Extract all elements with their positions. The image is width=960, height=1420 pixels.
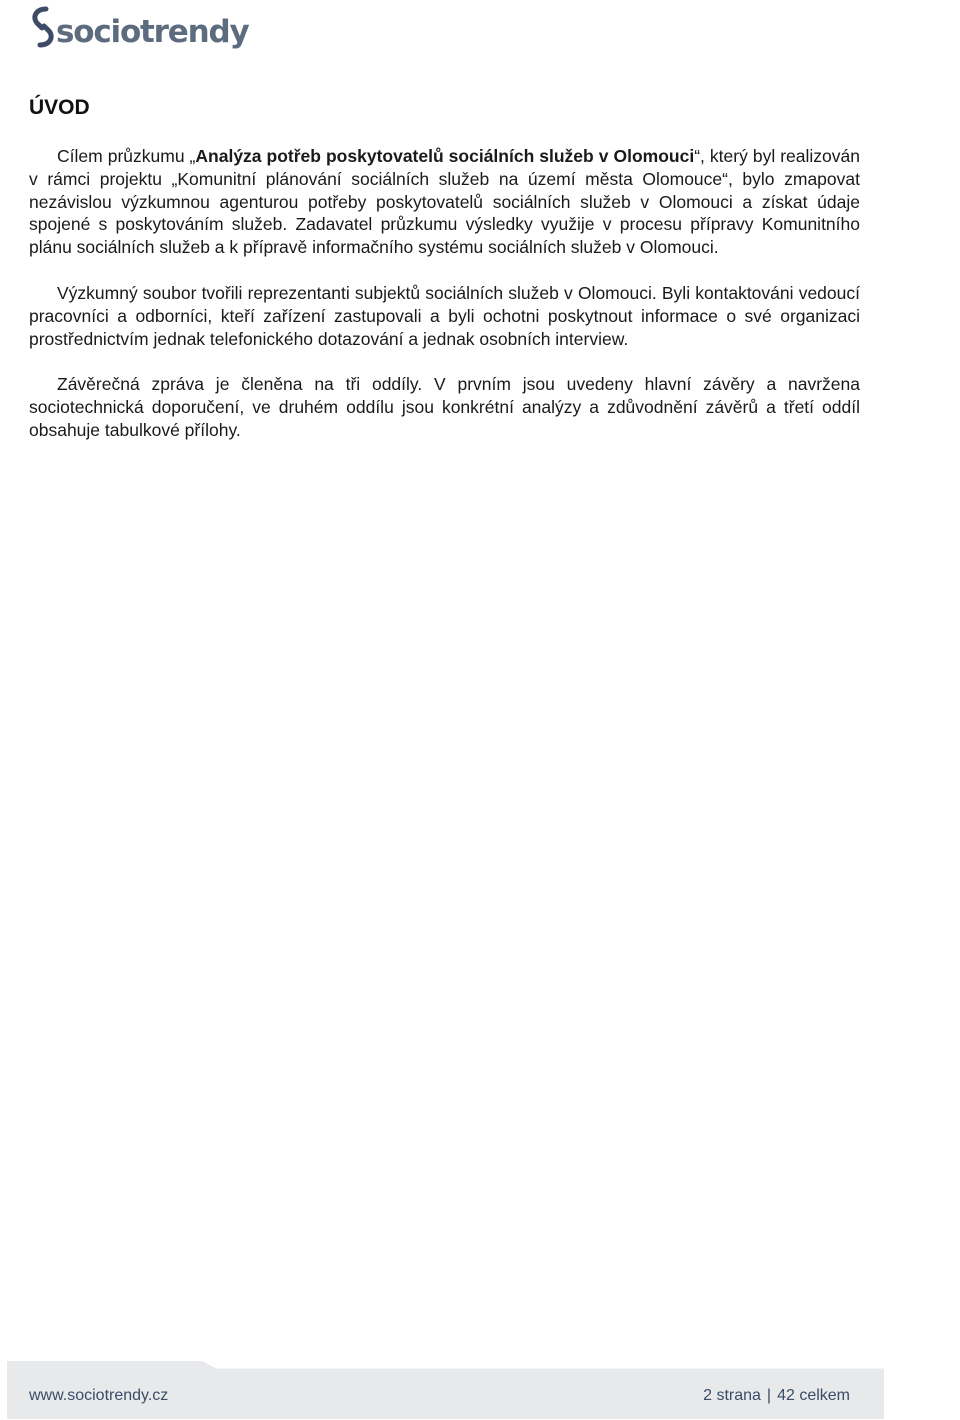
- page-title: ÚVOD: [29, 96, 90, 119]
- page-number: 2 strana: [703, 1387, 761, 1404]
- paragraph-intro: [29, 145, 860, 259]
- logo-text: sociotrendy: [56, 14, 249, 50]
- page-total: 42 celkem: [777, 1387, 850, 1404]
- paragraph-structure: Závěrečná zpráva je členěna na tři oddíly. V prvním jsou uvedeny hlavní závěry a navržena sociotechnická doporučení, ve druhém oddílu jsou konkrétní analýzy a zdůvodnění závěrů a třetí oddíl obsahuje tabulkové přílohy.: [29, 374, 860, 440]
- intro-bold: Analýza potřeb poskytovatelů sociálních služeb v Olomouci: [195, 146, 695, 166]
- footer-tab: [7, 1361, 217, 1369]
- sociotrendy-logo-icon: [28, 5, 58, 49]
- document-body: [29, 145, 860, 465]
- page-indicator: [703, 1387, 850, 1405]
- intro-post: “, který byl realizován v rámci projektu „Komunitní plánování sociálních služeb na území města Olomouce“, bylo zmapovat nezávislou výzkumnou agenturou potřeby poskytovatelů sociálních služeb v Olomouci a získat údaje spojené s poskytováním služeb. Zadavatel průzkumu výsledky využije v procesu přípravy Komunitního plánu sociálních služeb a k přípravě informačního systému sociálních služeb v Olomouci.: [29, 146, 860, 258]
- footer: [7, 1368, 884, 1419]
- page-separator: |: [766, 1387, 772, 1404]
- paragraph-sample: Výzkumný soubor tvořili reprezentanti subjektů sociálních služeb v Olomouci. Byli kontaktováni vedoucí pracovníci a odborníci, kteří zařízení zastupovali a byli ochotni poskytnout informace o své organizaci prostřednictvím jednak telefonického dotazování a jednak osobních interview.: [29, 282, 860, 349]
- footer-url-link[interactable]: www.sociotrendy.cz: [29, 1387, 169, 1404]
- header: [28, 2, 248, 52]
- intro-pre: Cílem průzkumu „: [57, 146, 196, 166]
